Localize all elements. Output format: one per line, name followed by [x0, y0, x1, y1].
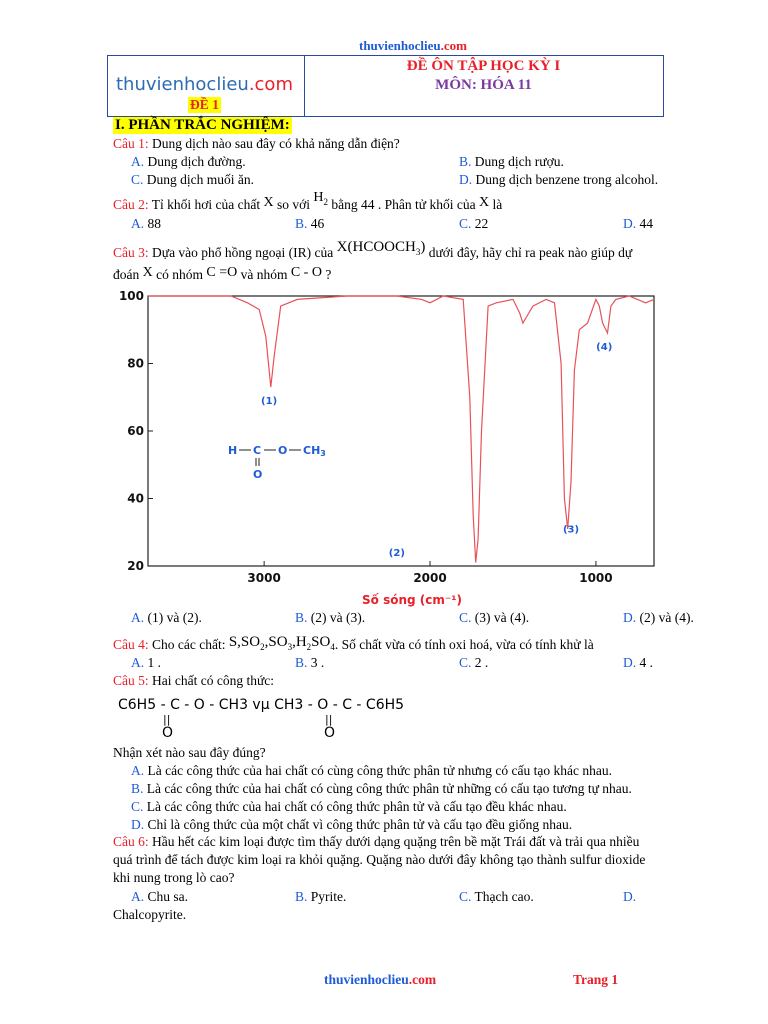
- question-6: Câu 6: Hầu hết các kim loại được tìm thấy dưới dạng quặng trên bề mặt Trái đất và trải qua nhiều: [113, 834, 640, 849]
- option-a: A. Dung dịch đường.: [131, 154, 246, 169]
- question-1: [113, 136, 400, 152]
- question-label: Câu 5:: [113, 673, 149, 688]
- x-tick-label: 3000: [247, 571, 281, 585]
- group-ch3: CH3: [303, 444, 326, 458]
- option-b: B. 3 .: [295, 655, 325, 670]
- y-tick-label: 60: [127, 424, 144, 438]
- ir-spectrum-chart: [112, 290, 658, 612]
- atom-h: H: [228, 444, 238, 457]
- question-4: Câu 4: Cho các chất: $S,SO_2,SO_3,H_2SO_4$. Số chất vừa có tính oxi hoá, vừa có tính khử là: [113, 634, 594, 652]
- y-tick-label: 40: [127, 491, 144, 506]
- option-c: C. 22: [459, 216, 489, 231]
- option-a: A. 1 .: [131, 655, 161, 670]
- site-tld: .com: [440, 38, 467, 53]
- double-bond-mark: ||: [325, 713, 333, 726]
- question-label: Câu 1:: [113, 136, 149, 151]
- option-d: D.: [623, 889, 637, 904]
- x-tick-label: 2000: [413, 571, 447, 585]
- double-bond-mark: ||: [163, 713, 171, 726]
- y-tick-label: 80: [127, 356, 144, 371]
- question-6-line3: khi nung trong lò cao?: [113, 870, 235, 885]
- question-label: Câu 4:: [113, 637, 149, 652]
- question-3: Câu 3: Dựa vào phổ hồng ngoại (IR) của $X(HCOOCH_3)$ dưới đây, hãy chỉ ra peak nào giúp dự: [113, 239, 633, 260]
- option-a: A. 88: [131, 216, 161, 231]
- question-label: Câu 3:: [113, 245, 149, 260]
- x-axis-label: Số sóng (cm⁻¹): [362, 593, 462, 607]
- page-number: Trang 1: [573, 972, 619, 987]
- option-d: D. 44: [623, 216, 653, 231]
- option-c: C. Là các công thức của hai chất có công thức phân tử và cấu tạo đều khác nhau.: [131, 799, 567, 814]
- option-c: C. Dung dịch muối ăn.: [131, 172, 255, 187]
- question-5-prompt: Nhận xét nào sau đây đúng?: [113, 745, 266, 760]
- site-header-link[interactable]: [0, 38, 768, 54]
- option-c: C. 2 .: [459, 655, 489, 670]
- option-b: B. Dung dịch rượu.: [459, 154, 564, 169]
- peak-label: (1): [261, 396, 278, 407]
- option-b: B. 46: [295, 216, 325, 231]
- section-heading: I. PHẦN TRẮC NGHIỆM:: [115, 117, 290, 133]
- exam-number: ĐỀ 1: [190, 97, 219, 112]
- atom-o-double: O: [253, 468, 263, 481]
- question-6-line2: quá trình để tách được kim loại ra khỏi quặng. Quặng nào dưới đây không tạo thành sulfur dioxide: [113, 852, 646, 867]
- option-a: A. Chu sa.: [131, 889, 188, 904]
- peak-label: (4): [596, 342, 613, 353]
- y-tick-label: 20: [127, 559, 144, 573]
- chem-list: $S,SO_2,SO_3,H_2SO_4$: [228, 634, 335, 652]
- option-a: A. Là các công thức của hai chất có cùng công thức phân tử nhưng có cấu tạo khác nhau.: [131, 763, 612, 778]
- question-label: Câu 6:: [113, 834, 149, 849]
- option-d: D. 4 .: [623, 655, 653, 670]
- question-5: Câu 5: Hai chất có công thức:: [113, 673, 275, 688]
- exam-header-box: [107, 55, 664, 117]
- ester-formulas: C6H5 - C - O - CH3 vµ CH3 - O - C - C6H5: [118, 697, 405, 713]
- exam-subject: MÔN: HÓA 11: [435, 77, 532, 93]
- option-d-text: Chalcopyrite.: [113, 907, 187, 922]
- site-name: thuvienhoclieu: [359, 38, 441, 53]
- question-text: Dung dịch nào sau đây có khả năng dẫn điện?: [152, 136, 400, 151]
- option-b: B. Pyrite.: [295, 889, 347, 904]
- footer-site-link[interactable]: thuvienhoclieu.com: [324, 972, 437, 987]
- option-a: A. (1) và (2).: [131, 610, 202, 625]
- option-d: D. (2) và (4).: [623, 610, 694, 625]
- logo: thuvienhoclieu.com: [116, 74, 293, 95]
- option-b: B. Là các công thức của hai chất có cùng công thức phân tử những có cấu tạo tương tự nhau.: [131, 781, 632, 796]
- option-c: C. Thạch cao.: [459, 889, 534, 904]
- peak-label: (3): [562, 524, 580, 536]
- oxygen-atom: O: [324, 725, 336, 741]
- atom-o: O: [278, 444, 288, 457]
- option-d: D. Chỉ là công thức của một chất vì công thức phân tử và cấu tạo đều giống nhau.: [131, 817, 573, 832]
- option-d: D. Dung dịch benzene trong alcohol.: [459, 172, 659, 187]
- option-c: C. (3) và (4).: [459, 610, 530, 625]
- peak-label: (2): [388, 547, 405, 559]
- question-2: Câu 2: Tỉ khối hơi của chất X so với $H_2$ bằng 44 . Phân tử khối của X là: [113, 190, 503, 212]
- atom-c: C: [253, 444, 262, 457]
- question-label: Câu 2:: [113, 197, 149, 212]
- exam-title: ĐỀ ÔN TẬP HỌC KỲ I: [406, 58, 561, 74]
- x-tick-label: 1000: [579, 571, 613, 585]
- option-b: B. (2) và (3).: [295, 610, 366, 625]
- y-tick-label: 100: [118, 290, 144, 303]
- question-3-line2: đoán X có nhóm C =O và nhóm C - O ?: [113, 265, 332, 282]
- oxygen-atom: O: [162, 725, 174, 741]
